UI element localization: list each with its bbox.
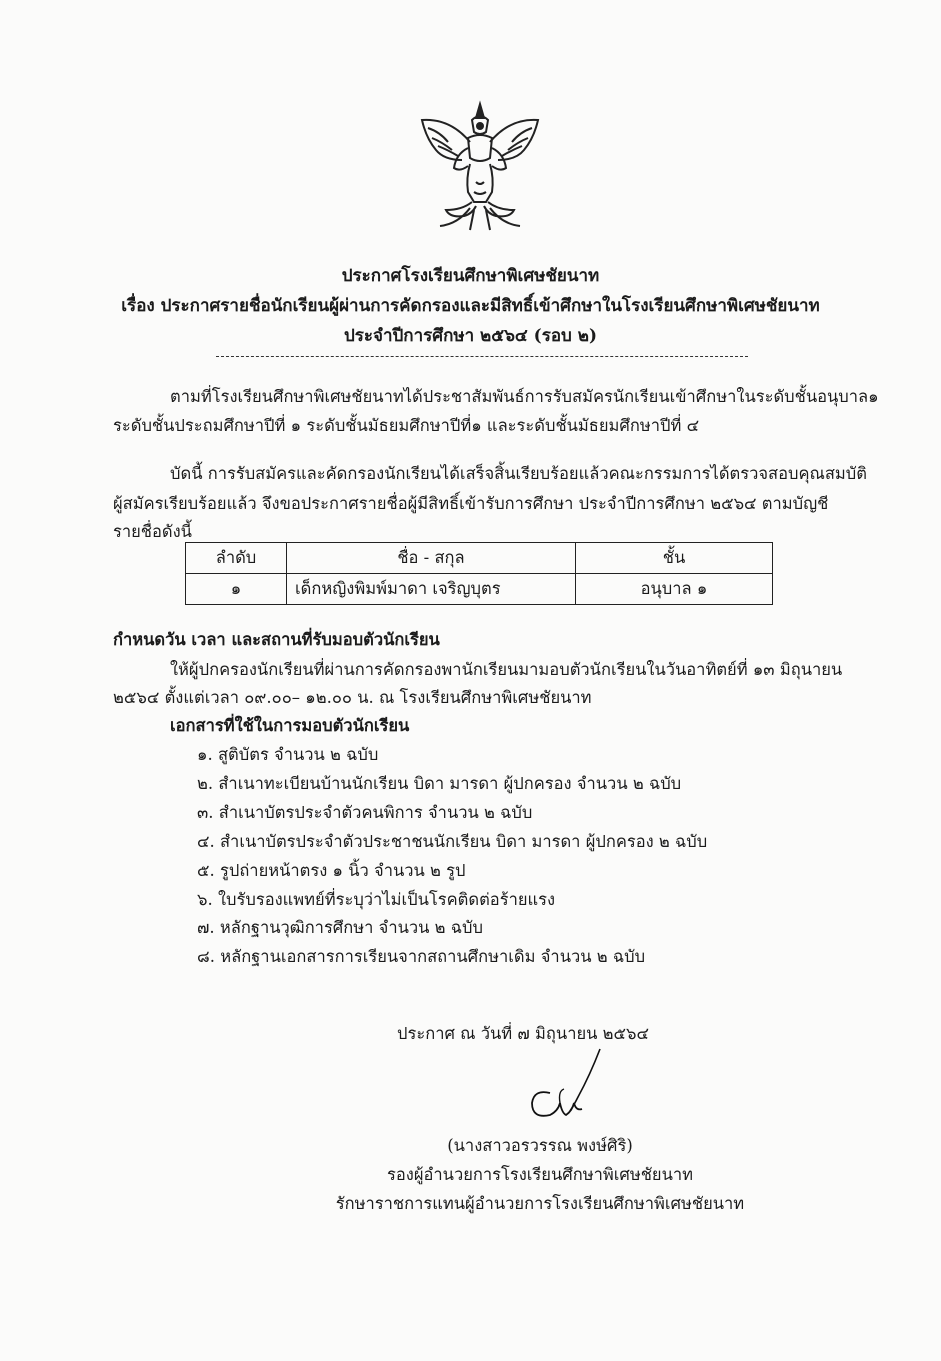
col-header-level: ชั้น xyxy=(576,543,773,574)
announce-date: ประกาศ ณ วันที่ ๗ มิถุนายน ๒๕๖๔ xyxy=(397,1024,649,1043)
cell-level: อนุบาล ๑ xyxy=(576,574,773,605)
cell-no: ๑ xyxy=(186,574,287,605)
document-item: ๒. สำเนาทะเบียนบ้านนักเรียน บิดา มารดา ผู้ปกครอง จำนวน ๒ ฉบับ xyxy=(197,774,682,793)
garuda-emblem-icon xyxy=(410,98,550,238)
org-title: ประกาศโรงเรียนศึกษาพิเศษชัยนาท xyxy=(341,266,600,286)
para1-line2: ระดับชั้นประถมศึกษาปีที่ ๑ ระดับชั้นมัธยมศึกษาปีที่๑ และระดับชั้นมัธยมศึกษาปีที่ ๔ xyxy=(113,416,700,435)
col-header-no: ลำดับ xyxy=(186,543,287,574)
table-header-row xyxy=(186,543,773,574)
document-item: ๕. รูปถ่ายหน้าตรง ๑ นิ้ว จำนวน ๒ รูป xyxy=(197,861,466,880)
para2-line2: ผู้สมัครเรียบร้อยแล้ว จึงขอประกาศรายชื่อผู้มีสิทธิ์เข้ารับการศึกษา ประจำปีการศึกษา ๒๕๖๔ ตามบัญชี xyxy=(113,494,829,513)
para2-line1: บัดนี้ การรับสมัครและคัดกรองนักเรียนได้เสร็จสิ้นเรียบร้อยแล้วคณะกรรมการได้ตรวจสอบคุณสมบัติ xyxy=(170,464,867,483)
schedule-line1: ให้ผู้ปกครองนักเรียนที่ผ่านการคัดกรองพานักเรียนมามอบตัวนักเรียนในวันอาทิตย์ที่ ๑๓ มิถุนายน xyxy=(170,660,843,679)
signer-name: (นางสาวอรวรรณ พงษ์ศิริ) xyxy=(447,1136,633,1155)
cell-name: เด็กหญิงพิมพ์มาดา เจริญบุตร xyxy=(287,574,576,605)
header-divider xyxy=(216,356,748,357)
document-item: ๑. สูติบัตร จำนวน ๒ ฉบับ xyxy=(197,745,379,764)
document-item: ๔. สำเนาบัตรประจำตัวประชาชนนักเรียน บิดา มารดา ผู้ปกครอง ๒ ฉบับ xyxy=(197,832,708,851)
col-header-name: ชื่อ - สกุล xyxy=(287,543,576,574)
para1-line1: ตามที่โรงเรียนศึกษาพิเศษชัยนาทได้ประชาสัมพันธ์การรับสมัครนักเรียนเข้าศึกษาในระดับชั้นอนุบาล๑ xyxy=(170,387,879,406)
document-item: ๓. สำเนาบัตรประจำตัวคนพิการ จำนวน ๒ ฉบับ xyxy=(197,803,533,822)
table-row xyxy=(186,574,773,605)
schedule-line2: ๒๕๖๔ ตั้งแต่เวลา ๐๙.๐๐– ๑๒.๐๐ น. ณ โรงเรียนศึกษาพิเศษชัยนาท xyxy=(113,688,592,707)
student-table xyxy=(185,542,773,605)
year-title: ประจำปีการศึกษา ๒๕๖๔ (รอบ ๒) xyxy=(343,326,598,346)
handwritten-signature xyxy=(520,1045,610,1125)
signer-position-1: รองผู้อำนวยการโรงเรียนศึกษาพิเศษชัยนาท xyxy=(387,1165,693,1184)
para2-line3: รายชื่อดังนี้ xyxy=(113,522,192,541)
document-item: ๖. ใบรับรองแพทย์ที่ระบุว่าไม่เป็นโรคติดต่อร้ายแรง xyxy=(197,890,556,909)
documents-heading: เอกสารที่ใช้ในการมอบตัวนักเรียน xyxy=(170,716,410,735)
schedule-heading: กำหนดวัน เวลา และสถานที่รับมอบตัวนักเรียน xyxy=(113,630,440,649)
subject-title: เรื่อง ประกาศรายชื่อนักเรียนผู้ผ่านการคัดกรองและมีสิทธิ์เข้าศึกษาในโรงเรียนศึกษาพิเศษชัยนาท xyxy=(121,296,820,316)
document-item: ๘. หลักฐานเอกสารการเรียนจากสถานศึกษาเดิม จำนวน ๒ ฉบับ xyxy=(197,947,646,966)
document-item: ๗. หลักฐานวุฒิการศึกษา จำนวน ๒ ฉบับ xyxy=(197,918,483,937)
signer-position-2: รักษาราชการแทนผู้อำนวยการโรงเรียนศึกษาพิเศษชัยนาท xyxy=(335,1194,745,1213)
